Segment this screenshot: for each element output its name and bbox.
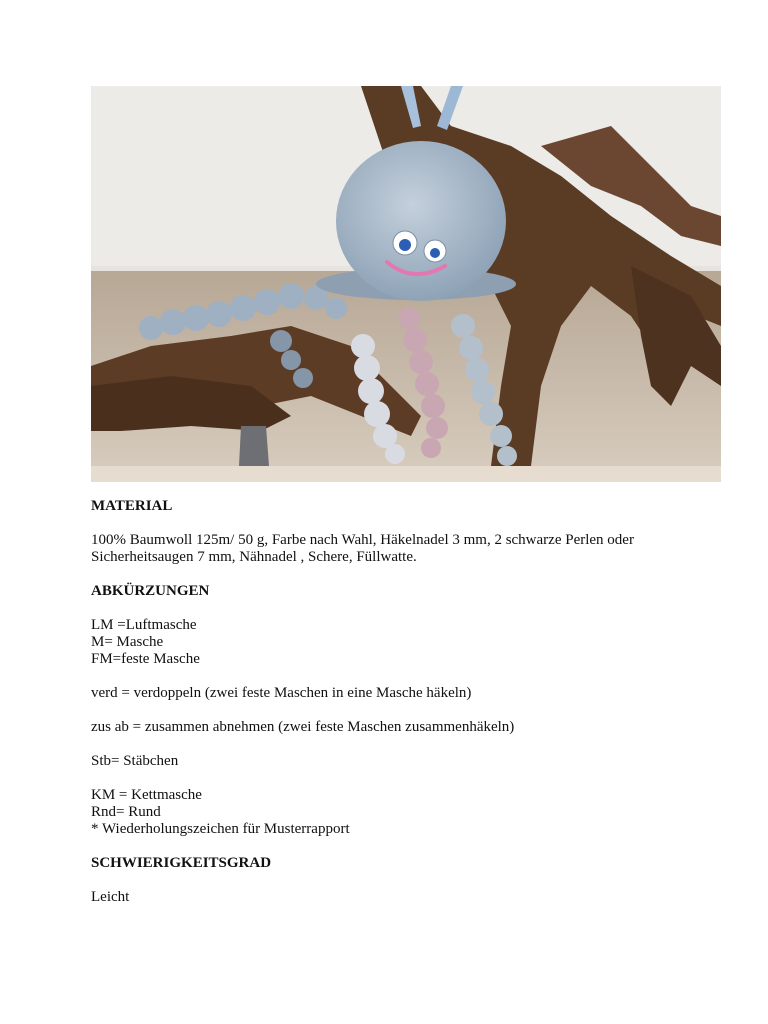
abbr-m: M= Masche: [91, 634, 164, 650]
abbreviation-group-2: [91, 787, 691, 838]
abbr-zus-ab: zus ab = zusammen abnehmen (zwei feste Maschen zusammenhäkeln): [91, 719, 515, 735]
difficulty-text: Leicht: [91, 889, 130, 905]
abbr-km: KM = Kettmasche: [91, 787, 202, 803]
pattern-text: [91, 498, 691, 923]
abbr-rnd: Rnd= Rund: [91, 804, 161, 820]
octopus-photo: [91, 86, 721, 482]
material-heading: MATERIAL: [91, 498, 173, 514]
abbr-verd: verd = verdoppeln (zwei feste Maschen in eine Masche häkeln): [91, 685, 472, 701]
abbr-repeat: * Wiederholungszeichen für Musterrapport: [91, 821, 350, 837]
abbr-fm: FM=feste Masche: [91, 651, 200, 667]
abbreviations-heading: ABKÜRZUNGEN: [91, 583, 210, 599]
difficulty-heading: SCHWIERIGKEITSGRAD: [91, 855, 272, 871]
abbr-stb: Stb= Stäbchen: [91, 753, 179, 769]
material-text: 100% Baumwoll 125m/ 50 g, Farbe nach Wahl, Häkelnadel 3 mm, 2 schwarze Perlen oder Sicherheitsaugen 7 mm, Nähnadel , Schere, Füllwatte.: [91, 532, 634, 565]
abbr-lm: LM =Luftmasche: [91, 617, 197, 633]
abbreviation-group-1: [91, 617, 691, 668]
